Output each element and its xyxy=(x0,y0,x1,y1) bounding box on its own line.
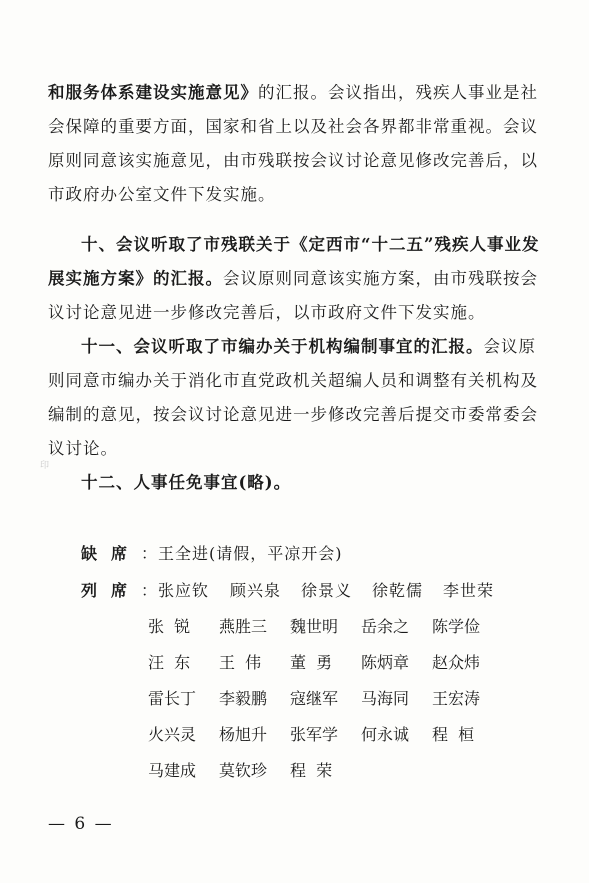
absent-value: ：王全进(请假，平凉开会) xyxy=(141,544,343,563)
attendee-name: 马海同 xyxy=(361,689,410,708)
attendee-name: 何永诚 xyxy=(361,725,410,744)
paragraph-lead: 和服务体系建设实施意见》 xyxy=(48,83,258,102)
paragraph-lead: 十一、会议听取了市编办关于机构编制事宜的汇报。 xyxy=(81,337,484,356)
attendee-name: 莫钦珍 xyxy=(219,761,268,780)
attendee-name: 徐景义 xyxy=(301,581,353,600)
present-first-row xyxy=(158,581,514,600)
attendee-name: 董 勇 xyxy=(290,653,333,672)
attendee-name: 雷长丁 xyxy=(148,689,197,708)
attendee-name: 陈炳章 xyxy=(361,653,410,672)
paragraph-service-system xyxy=(48,76,548,212)
attendee-name xyxy=(361,758,432,794)
attendee-name xyxy=(432,758,503,794)
paragraph-body: 会议原则同意市编办关于消化市直党政机关超编人员和调整有关机构及编制的意见，按会议讨论意见进一步修改完善后提交市委常委会议讨论。 xyxy=(48,337,538,458)
attendee-name: 李毅鹏 xyxy=(219,689,268,708)
attendee-grid xyxy=(148,614,503,794)
attendee-name: 王宏涛 xyxy=(432,689,481,708)
paragraph-lead: 十、会议听取了市残联关于《定西市“十二五”残疾人事业发展实施方案》的汇报。 xyxy=(48,235,540,288)
attendee-name: 岳余之 xyxy=(361,617,410,636)
absent-line xyxy=(81,541,343,564)
attendee-name: 汪 东 xyxy=(148,653,191,672)
paragraph-item-12 xyxy=(81,466,581,500)
present-line xyxy=(81,578,514,601)
attendee-name: 程 荣 xyxy=(290,761,333,780)
present-colon: ： xyxy=(141,581,159,600)
attendee-name: 程 桓 xyxy=(432,725,475,744)
attendee-name: 赵众炜 xyxy=(432,653,481,672)
page-number: — 6 — xyxy=(48,814,114,834)
paragraph-lead: 十二、人事任免事宜(略)。 xyxy=(81,473,292,492)
attendee-name: 张 锐 xyxy=(148,617,191,636)
attendee-name: 寇继军 xyxy=(290,689,339,708)
attendee-name: 李世荣 xyxy=(443,581,495,600)
attendee-name: 张应钦 xyxy=(158,581,210,600)
absent-label: 缺席 xyxy=(81,544,142,563)
attendee-name: 魏世明 xyxy=(290,617,339,636)
attendee-name: 王 伟 xyxy=(219,653,262,672)
attendee-name: 徐乾儒 xyxy=(372,581,424,600)
attendee-name: 燕胜三 xyxy=(219,617,268,636)
attendee-name: 火兴灵 xyxy=(148,725,197,744)
paragraph-item-11 xyxy=(48,330,548,466)
paragraph-item-10 xyxy=(48,228,548,330)
paragraph-body: 会议原则同意该实施方案，由市残联按会议讨论意见进一步修改完善后，以市政府文件下发实施。 xyxy=(48,269,538,322)
attendee-name: 张军学 xyxy=(290,725,339,744)
attendee-name: 马建成 xyxy=(148,761,197,780)
paragraph-body: 的汇报。会议指出，残疾人事业是社会保障的重要方面，国家和省上以及社会各界都非常重视。会议原则同意该实施意见，由市残联按会议讨论意见修改完善后，以市政府办公室文件下发实施。 xyxy=(48,83,538,204)
present-label: 列席 xyxy=(81,581,142,600)
attendee-name: 陈学俭 xyxy=(432,617,481,636)
attendee-name: 杨旭升 xyxy=(219,725,268,744)
attendee-name: 顾兴泉 xyxy=(230,581,282,600)
faint-stamp-mark: 印 xyxy=(40,461,50,471)
